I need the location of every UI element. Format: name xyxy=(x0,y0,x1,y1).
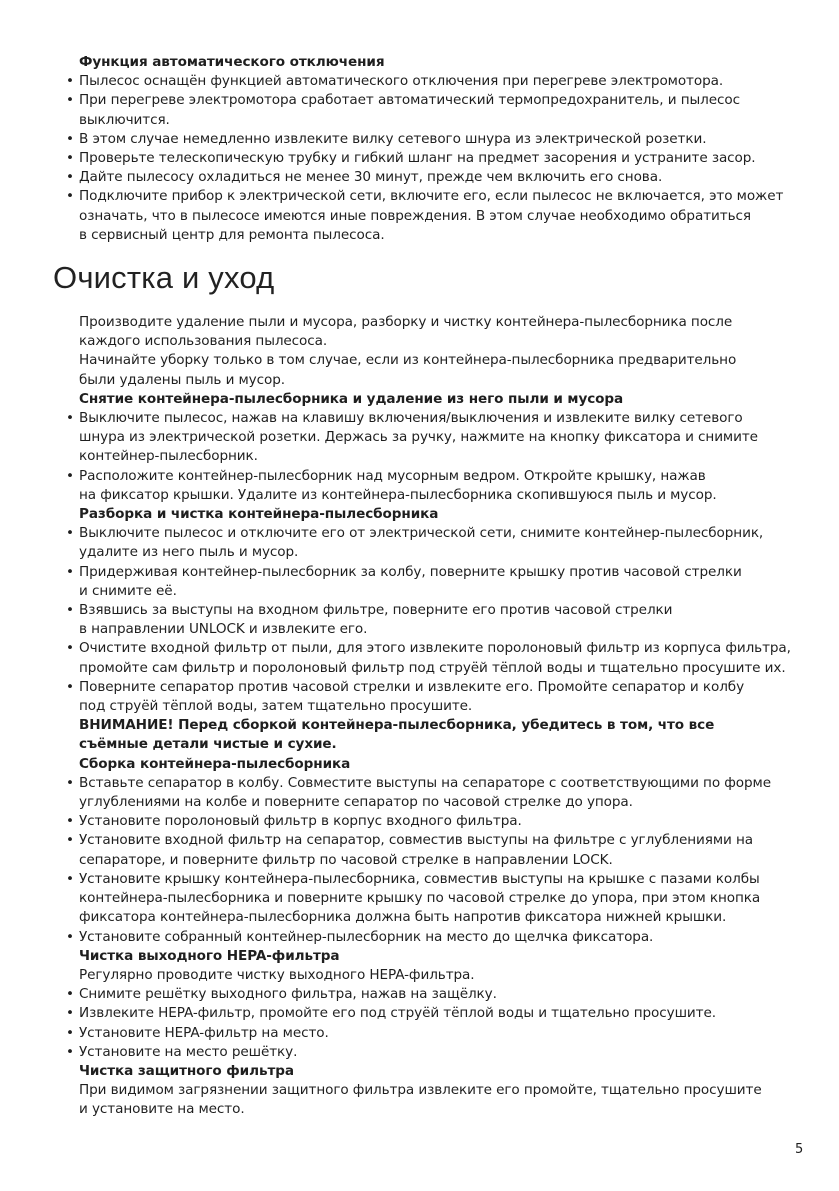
paragraph-line: и установите на место. xyxy=(79,1101,245,1118)
warning-text: съёмные детали чистые и сухие. xyxy=(79,736,337,753)
list-item-continuation: в сервисный центр для ремонта пылесоса. xyxy=(79,226,385,243)
list-item-continuation: промойте сам фильтр и поролоновый фильтр под струёй тёплой воды и тщательно просушите их. xyxy=(79,659,786,676)
list-item-continuation: шнура из электрической розетки. Держась за ручку, нажмите на кнопку фиксатора и снимите xyxy=(79,429,758,446)
page-number: 5 xyxy=(795,1142,804,1157)
list-item: • Выключите пылесос и отключите его от электрической сети, снимите контейнер-пылесборник, xyxy=(66,524,786,543)
list-item-continuation: углублениями на колбе и поверните сепаратор по часовой стрелке до упора. xyxy=(79,794,633,811)
paragraph-line: были удалены пыль и мусор. xyxy=(79,371,285,388)
list-item: • В этом случае немедленно извлеките вилку сетевого шнура из электрической розетки. xyxy=(66,130,786,149)
list-item: • Установите HEPA-фильтр на место. xyxy=(66,1024,786,1043)
list-item-continuation: и снимите её. xyxy=(79,582,177,599)
section-auto-shutoff xyxy=(66,53,786,245)
list-item: • Очистите входной фильтр от пыли, для этого извлеките поролоновый фильтр из корпуса фильтра, xyxy=(66,639,786,658)
paragraph-line: При видимом загрязнении защитного фильтра извлеките его промойте, тщательно просушите xyxy=(79,1082,762,1099)
list-item-continuation: выключится. xyxy=(79,111,170,128)
list-item-continuation: фиксатора контейнера-пылесборника должна быть напротив фиксатора нижней крышки. xyxy=(79,909,727,926)
list-item: • Подключите прибор к электрической сети, включите его, если пылесос не включается, это может xyxy=(66,187,786,206)
list-item: • Установите на место решётку. xyxy=(66,1043,786,1062)
list-item-continuation: на фиксатор крышки. Удалите из контейнера-пылесборника скопившуюся пыль и мусор. xyxy=(79,486,717,503)
list-item: • Снимите решётку выходного фильтра, нажав на защёлку. xyxy=(66,985,786,1004)
paragraph-line: Регулярно проводите чистку выходного HEPA-фильтра. xyxy=(79,966,475,983)
section-heading: Разборка и чистка контейнера-пылесборника xyxy=(79,506,439,523)
section-heading: Чистка выходного HEPA-фильтра xyxy=(79,947,340,964)
list-item: • Вставьте сепаратор в колбу. Совместите выступы на сепараторе с соответствующими по форме xyxy=(66,774,786,793)
section-heading: Чистка защитного фильтра xyxy=(79,1062,294,1079)
list-item-continuation: в направлении UNLOCK и извлеките его. xyxy=(79,621,368,638)
list-item-continuation: означать, что в пылесосе имеются иные повреждения. В этом случае необходимо обратиться xyxy=(79,207,751,224)
list-item: • Проверьте телескопическую трубку и гибкий шланг на предмет засорения и устраните засор. xyxy=(66,149,786,168)
list-item-continuation: удалите из него пыль и мусор. xyxy=(79,544,299,561)
section-heading: Функция автоматического отключения xyxy=(79,54,385,70)
list-item: • Поверните сепаратор против часовой стрелки и извлеките его. Промойте сепаратор и колбу xyxy=(66,678,786,697)
list-item-continuation: контейнера-пылесборника и поверните крышку по часовой стрелке до упора, при этом кнопка xyxy=(79,890,761,907)
list-item: • Извлеките HEPA-фильтр, промойте его под струёй тёплой воды и тщательно просушите. xyxy=(66,1004,786,1023)
list-item: • Расположите контейнер-пылесборник над мусорным ведром. Откройте крышку, нажав xyxy=(66,467,786,486)
paragraph-line: Производите удаление пыли и мусора, разборку и чистку контейнера-пылесборника после xyxy=(79,314,733,330)
paragraph-line: каждого использования пылесоса. xyxy=(79,333,328,350)
list-item: • Установите входной фильтр на сепаратор, совместив выступы на фильтре с углублениями на xyxy=(66,831,786,850)
section-heading: Сборка контейнера-пылесборника xyxy=(79,755,351,772)
list-item: • Установите крышку контейнера-пылесборника, совместив выступы на крышке с пазами колбы xyxy=(66,870,786,889)
section-heading: Снятие контейнера-пылесборника и удаление из него пыли и мусора xyxy=(79,390,624,407)
section-cleaning xyxy=(66,313,791,1120)
list-item-continuation: под струёй тёплой воды, затем тщательно просушите. xyxy=(79,698,473,715)
list-item-continuation: контейнер-пылесборник. xyxy=(79,448,258,465)
list-item: • Установите собранный контейнер-пылесборник на место до щелчка фиксатора. xyxy=(66,928,786,947)
list-item: • Пылесос оснащён функцией автоматического отключения при перегреве электромотора. xyxy=(66,72,786,91)
list-item: • Придерживая контейнер-пылесборник за колбу, поверните крышку против часовой стрелки xyxy=(66,563,786,582)
list-item: • Дайте пылесосу охладиться не менее 30 минут, прежде чем включить его снова. xyxy=(66,168,786,187)
list-item: • Установите поролоновый фильтр в корпус входного фильтра. xyxy=(66,812,786,831)
warning-text: ВНИМАНИЕ! Перед сборкой контейнера-пылесборника, убедитесь в том, что все xyxy=(79,717,715,734)
list-item-continuation: сепараторе, и поверните фильтр по часовой стрелке в направлении LOCK. xyxy=(79,851,613,868)
list-item: • Выключите пылесос, нажав на клавишу включения/выключения и извлеките вилку сетевого xyxy=(66,409,786,428)
page-title: Очистка и уход xyxy=(53,260,275,295)
list-item: • При перегреве электромотора сработает автоматический термопредохранитель, и пылесос xyxy=(66,91,786,110)
paragraph-line: Начинайте уборку только в том случае, если из контейнера-пылесборника предварительно xyxy=(79,352,737,369)
list-item: • Взявшись за выступы на входном фильтре, поверните его против часовой стрелки xyxy=(66,601,786,620)
